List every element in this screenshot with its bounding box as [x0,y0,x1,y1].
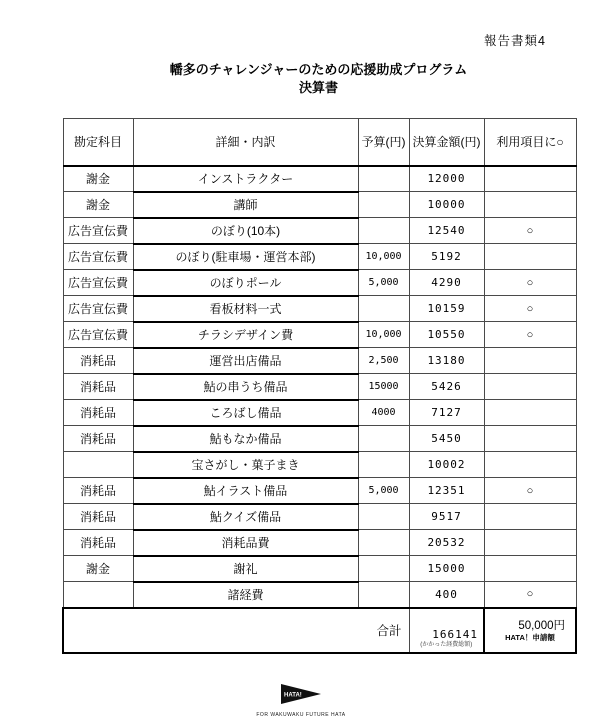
detail-cell: 鮎もなか備品 [133,426,358,452]
table-row [63,244,576,270]
total-amount-cell [409,608,484,653]
table-row [63,582,576,608]
detail-cell: 鮎クイズ備品 [133,504,358,530]
detail-cell: のぼり(駐車場・運営本部) [133,244,358,270]
used-mark-cell [484,556,576,582]
total-label: 合計 [376,624,402,638]
budget-cell [358,296,409,322]
detail-cell: 宝さがし・菓子まき [133,452,358,478]
amount-cell: 13180 [409,348,484,374]
amount-cell: 20532 [409,530,484,556]
account-cell: 謝金 [63,556,133,582]
used-mark-cell [484,244,576,270]
budget-cell [358,218,409,244]
page-subtitle: 決算書 [298,80,338,95]
detail-cell: のぼり(10本) [133,218,358,244]
table-row [63,556,576,582]
table-row [63,478,576,504]
table-row [63,374,576,400]
used-mark-cell [484,374,576,400]
budget-cell [358,426,409,452]
account-cell: 広告宣伝費 [63,296,133,322]
table-header-row [63,119,576,166]
budget-cell [358,504,409,530]
header-budget: 予算(円) [358,119,409,166]
table-row [63,166,576,192]
table-body [63,166,576,608]
account-cell [63,452,133,478]
amount-cell: 10000 [409,192,484,218]
budget-cell: 2,500 [358,348,409,374]
amount-cell: 5192 [409,244,484,270]
grant-note: HATA！申請額 [505,633,555,642]
budget-cell: 10,000 [358,322,409,348]
amount-cell: 7127 [409,400,484,426]
account-cell: 消耗品 [63,504,133,530]
table-row [63,400,576,426]
table-row [63,348,576,374]
amount-cell: 5426 [409,374,484,400]
account-cell: 広告宣伝費 [63,270,133,296]
hata-flag-logo [281,683,321,710]
used-mark-cell: ○ [484,296,576,322]
table-row [63,322,576,348]
budget-cell [358,192,409,218]
total-amount: 166141 [432,627,478,641]
header-used: 利用項目に○ [484,119,576,166]
amount-cell: 10550 [409,322,484,348]
used-mark-cell [484,504,576,530]
settlement-table [62,118,577,654]
detail-cell: チラシデザイン費 [133,322,358,348]
detail-cell: ころばし備品 [133,400,358,426]
used-mark-cell: ○ [484,582,576,608]
budget-cell: 4000 [358,400,409,426]
used-mark-cell [484,530,576,556]
header-amount: 決算金額(円) [409,119,484,166]
table-row [63,192,576,218]
used-mark-cell: ○ [484,478,576,504]
account-cell: 消耗品 [63,348,133,374]
detail-cell: 看板材料一式 [133,296,358,322]
grant-amount-cell [484,608,576,653]
table-total-row [63,608,576,653]
amount-cell: 4290 [409,270,484,296]
used-mark-cell [484,426,576,452]
account-cell: 謝金 [63,192,133,218]
used-mark-cell [484,192,576,218]
table-row [63,296,576,322]
logo-text-svg: HATA! [284,692,302,699]
detail-cell: 鮎の串うち備品 [133,374,358,400]
footer [0,683,602,718]
budget-cell: 5,000 [358,478,409,504]
amount-cell: 10002 [409,452,484,478]
budget-cell: 5,000 [358,270,409,296]
table-row [63,218,576,244]
detail-cell: 講師 [133,192,358,218]
account-cell: 消耗品 [63,530,133,556]
used-mark-cell [484,348,576,374]
used-mark-cell [484,400,576,426]
page-title: 幡多のチャレンジャーのための応援助成プログラム [169,62,468,77]
amount-cell: 9517 [409,504,484,530]
table-row [63,426,576,452]
header-account: 勘定科目 [63,119,133,166]
account-cell: 広告宣伝費 [63,218,133,244]
detail-cell: 諸経費 [133,582,358,608]
detail-cell: 謝礼 [133,556,358,582]
table-row [63,452,576,478]
detail-cell: 運営出店備品 [133,348,358,374]
amount-cell: 12000 [409,166,484,192]
account-cell: 広告宣伝費 [63,322,133,348]
doc-label: 報告書類4 [484,34,546,48]
account-cell [63,582,133,608]
table-row [63,530,576,556]
used-mark-cell: ○ [484,218,576,244]
budget-cell: 10,000 [358,244,409,270]
amount-cell: 15000 [409,556,484,582]
budget-cell [358,452,409,478]
detail-cell: 鮎イラスト備品 [133,478,358,504]
detail-cell: 消耗品費 [133,530,358,556]
table-row [63,270,576,296]
budget-cell [358,582,409,608]
account-cell: 消耗品 [63,426,133,452]
footer-tagline: FOR WAKUWAKU FUTURE HATA [256,712,346,718]
amount-cell: 5450 [409,426,484,452]
account-cell: 消耗品 [63,400,133,426]
amount-cell: 12351 [409,478,484,504]
header-detail: 詳細・内訳 [133,119,358,166]
total-amount-note: (かかった経費総額) [420,641,473,648]
amount-cell: 400 [409,582,484,608]
account-cell: 消耗品 [63,478,133,504]
budget-cell [358,166,409,192]
amount-cell: 12540 [409,218,484,244]
account-cell: 広告宣伝費 [63,244,133,270]
page-title-block [62,61,575,97]
budget-cell [358,556,409,582]
used-mark-cell [484,452,576,478]
detail-cell: インストラクター [133,166,358,192]
table-row [63,504,576,530]
amount-cell: 10159 [409,296,484,322]
total-label-cell [63,608,409,653]
budget-cell: 15000 [358,374,409,400]
used-mark-cell: ○ [484,322,576,348]
used-mark-cell: ○ [484,270,576,296]
grant-amount: 50,000円 [518,620,565,632]
detail-cell: のぼりポール [133,270,358,296]
account-cell: 謝金 [63,166,133,192]
budget-cell [358,530,409,556]
account-cell: 消耗品 [63,374,133,400]
used-mark-cell [484,166,576,192]
